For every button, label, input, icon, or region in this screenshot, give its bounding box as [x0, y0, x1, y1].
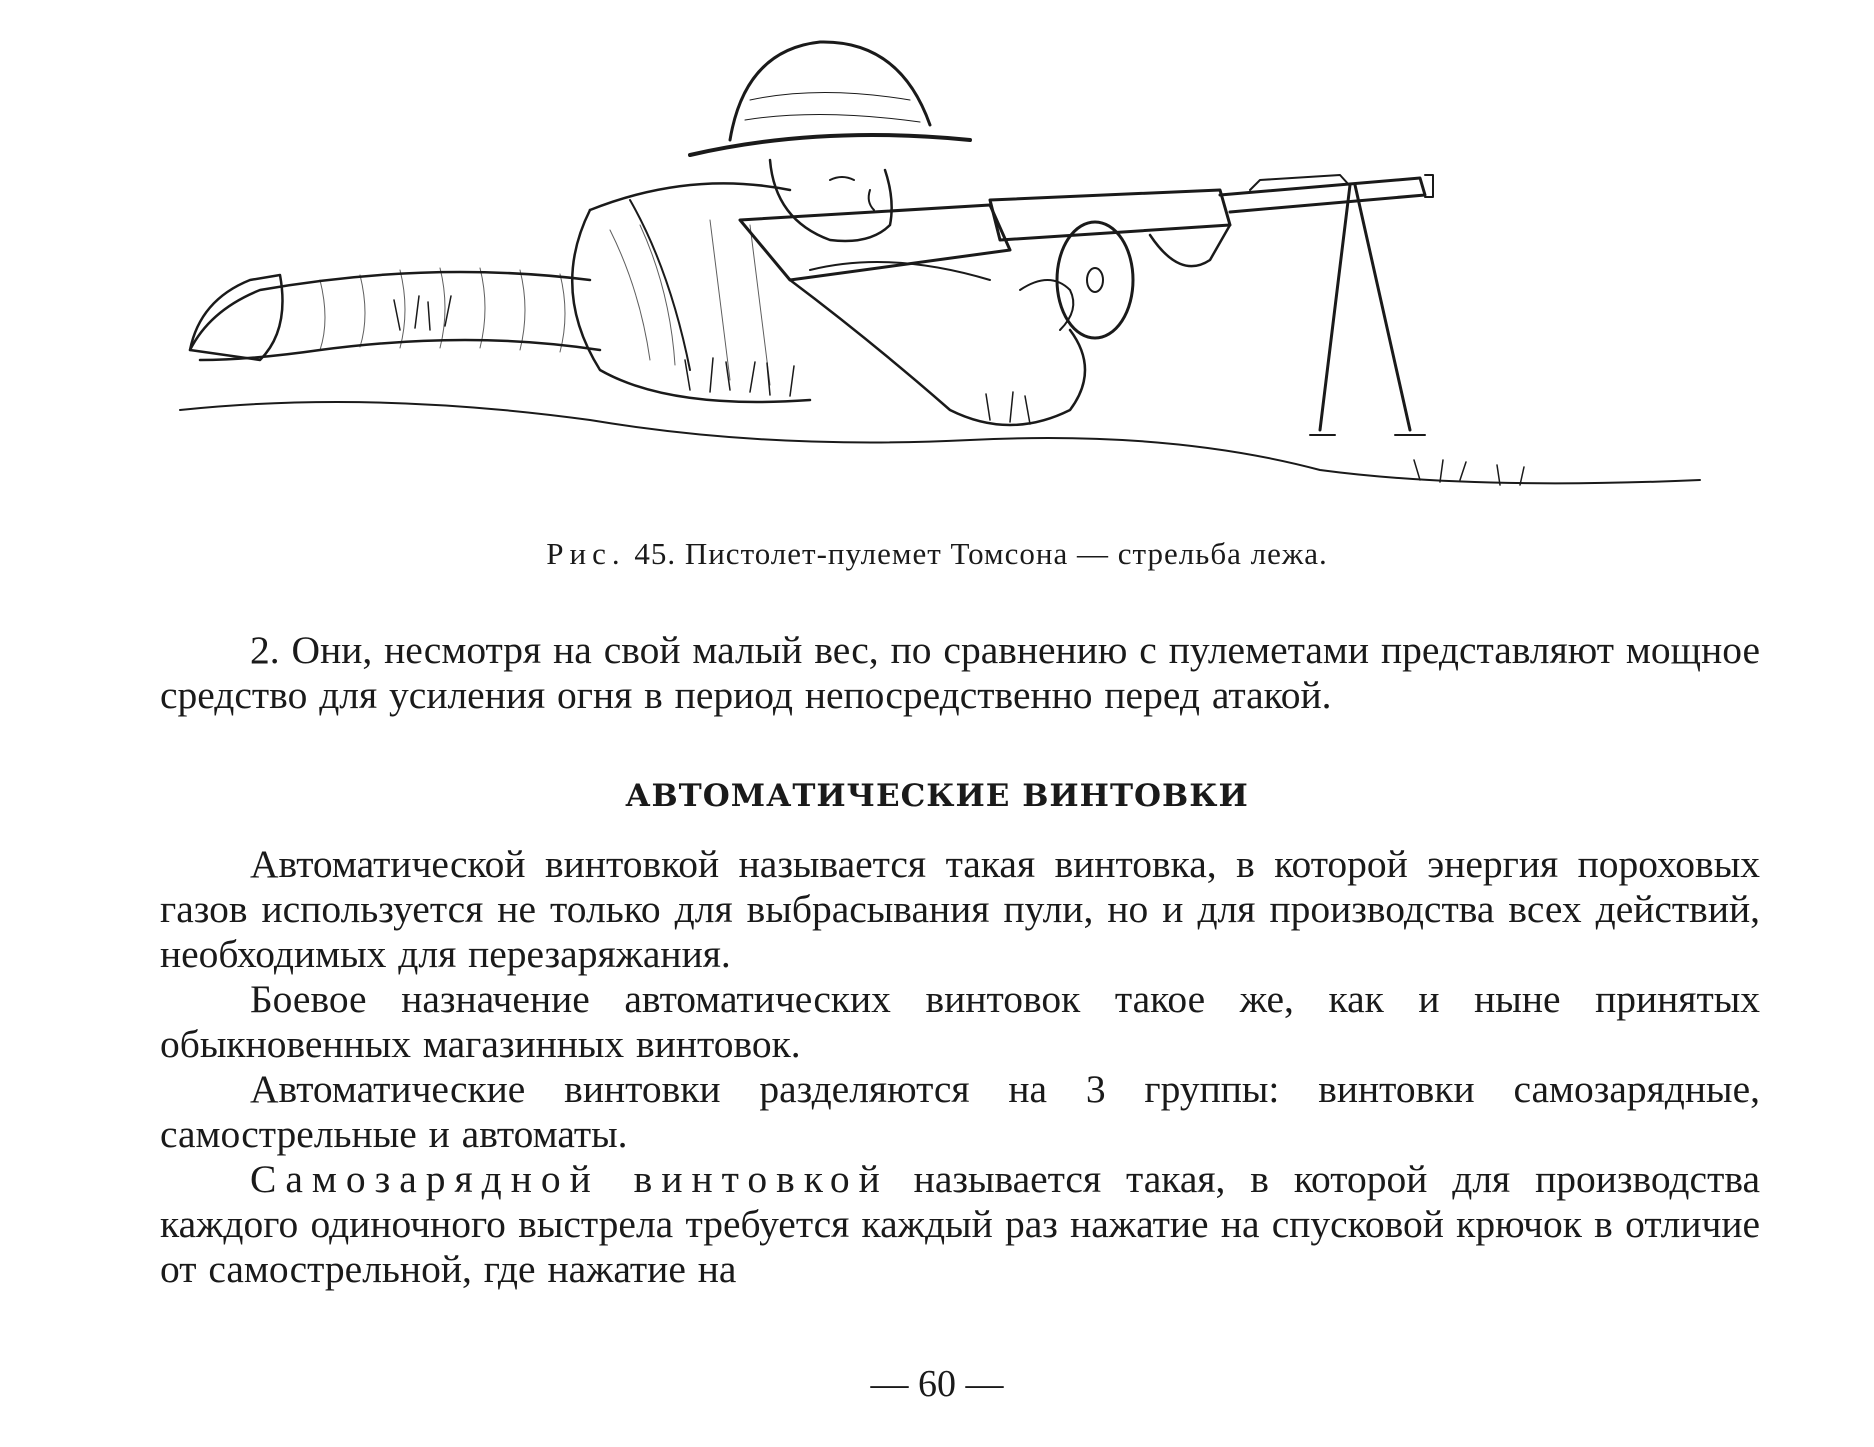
section-paragraph-rest: называется такая, в которой для производства каждого одиночного выстрела требуется каждый раз нажатие на спусковой крючок в отличие от самострельной, где нажатие на [160, 1157, 1760, 1291]
section-paragraph: Автоматической винтовкой называется такая винтовка, в которой энергия пороховых газов используется не только для выбрасывания пули, но и для производства всех действий, необходимых для перезаряжания. [160, 842, 1760, 976]
page-number: — 60 — [870, 1363, 1004, 1405]
caption-text: 45. Пистолет-пулемет Томсона — стрельба лежа. [634, 536, 1328, 571]
caption-prefix: Рис. [546, 536, 626, 571]
figure-illustration [170, 30, 1710, 510]
section-paragraph: Боевое назначение автоматических винтовок такое же, как и ныне принятых обыкновенных магазинных винтовок. [160, 977, 1760, 1066]
section-body [160, 842, 1760, 1292]
figure-caption [0, 536, 1874, 572]
paragraph-1-text: 2. Они, несмотря на свой малый вес, по сравнению с пулеметами представляют мощное средство для усиления огня в период непосредственно перед атакой. [160, 628, 1760, 717]
soldier-prone-thompson-illustration [170, 30, 1710, 510]
section-paragraph-last [160, 1157, 1760, 1292]
paragraph-1 [160, 628, 1760, 718]
section-heading: АВТОМАТИЧЕСКИЕ ВИНТОВКИ [625, 778, 1249, 814]
section-paragraph: Автоматические винтовки разделяются на 3 группы: винтовки самозарядные, самострельные и автоматы. [160, 1067, 1760, 1156]
spaced-term: Самозарядной винтовкой [250, 1157, 889, 1201]
